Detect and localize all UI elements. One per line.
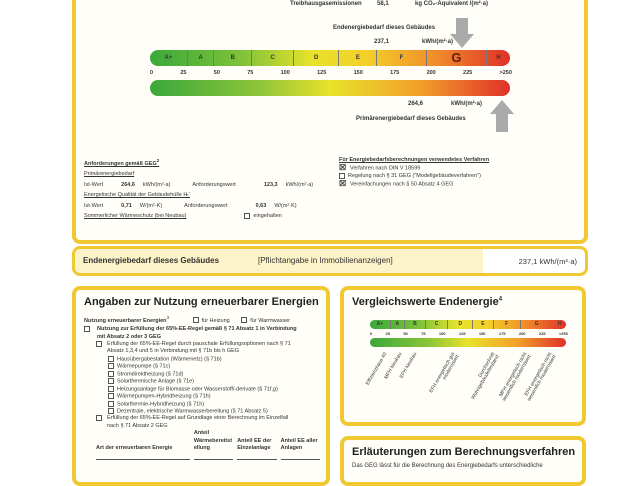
tick-label: 175: [390, 70, 400, 76]
energy-class-A+: A+: [150, 50, 188, 66]
option-item: [108, 393, 324, 400]
comparison-label: MFH energetisch nicht wesentlich modernisiert: [498, 351, 533, 403]
req-cell: W/(m²·K): [274, 202, 297, 209]
rule-checkbox[interactable]: [84, 326, 90, 332]
emissions-unit: kg CO₂-Äquivalent /(m²·a): [415, 1, 489, 7]
req-cell: Anforderungswert: [192, 181, 236, 188]
req-cell: kWh/(m²·a): [142, 181, 171, 188]
method-label: Verfahren nach DIN V 18599: [350, 165, 421, 172]
comparison-label: MFH Neubau: [383, 351, 404, 381]
comparison-label: EFH energetisch nicht wesentlich modernisiert: [523, 351, 558, 403]
energy-demand-panel: [72, 0, 588, 244]
comparison-title: Vergleichswerte Endenergie: [352, 296, 499, 308]
req-cell: 0,63: [255, 202, 267, 209]
explanation-title: Erläuterungen zum Berechnungsverfahren: [352, 446, 576, 458]
envelope-row: [84, 201, 313, 212]
end-energy-unit: kWh/(m²·a): [422, 39, 453, 45]
end-energy-label: Endenergiebedarf dieses Gebäudes: [333, 25, 436, 31]
tick-label: 25: [385, 331, 390, 336]
footnote: 4: [498, 296, 503, 303]
energy-class-E: E: [473, 320, 494, 329]
tick-label: 150: [478, 331, 486, 336]
column-header: Anteil EE der Einzelanlage: [237, 438, 276, 460]
tick-label: 125: [317, 70, 327, 76]
calc-label: Erfüllung der 65%-EE-Regel auf Grundlage einer Berechnung im Einzelfall nach § 71 Absatz 2 GEG: [107, 415, 289, 429]
comparison-label: Durchschnitt Wohngebäudebestand: [470, 351, 501, 401]
energy-class-scale: [150, 50, 510, 66]
column-header: Anteil Wärmebereitstellung: [194, 430, 233, 459]
requirements-section: [84, 156, 313, 222]
req-cell: Ist-Wert: [84, 181, 104, 188]
heating-checkbox[interactable]: [193, 317, 199, 323]
water-label: für Warmwasser: [250, 317, 291, 324]
renewable-title: Angaben zur Nutzung erneuerbarer Energien: [84, 296, 319, 308]
option-label: Solarthermische Anlage (§ 71e): [117, 378, 195, 385]
tick-label: 125: [458, 331, 466, 336]
water-checkbox[interactable]: [241, 317, 247, 323]
scale-ticks: [150, 70, 512, 76]
option-label: Heizungsanlage für Biomasse oder Wasserstoff/-derivate (§ 71f,g): [117, 386, 278, 393]
renewable-panel: [72, 286, 330, 486]
option-checkbox[interactable]: [108, 393, 114, 399]
option-item: [108, 363, 324, 370]
option-item: [108, 401, 324, 408]
comparison-gradient: [370, 338, 566, 347]
summary-value: 237,1 kWh/(m²·a): [518, 257, 577, 266]
option-checkbox[interactable]: [108, 401, 114, 407]
rule-label: Nutzung zur Erfüllung der 65%-EE-Regel gemäß § 71 Absatz 1 in Verbindung mit Absatz 2 oder 3 GEG: [97, 326, 297, 340]
emissions-value: 58,1: [377, 1, 389, 7]
energy-class-G: G: [521, 320, 554, 329]
tick-label: 50: [213, 70, 220, 76]
option-checkbox[interactable]: [108, 386, 114, 392]
option-label: Stromdirektheizung (§ 71d): [117, 371, 184, 378]
req-cell: Ist-Wert: [84, 202, 104, 209]
methods-section: [339, 156, 489, 189]
energy-class-H: H: [557, 321, 562, 327]
option-label: Dezentrale, elektrische Warmwasserbereitung (§ 71 Absatz 5): [117, 408, 268, 415]
req-cell: Anforderungswert: [184, 202, 228, 209]
usage-label: Nutzung erneuerbarer Energien: [84, 317, 167, 324]
comparison-ticks: [370, 331, 568, 336]
option-label: Solarthermie-Hybridheizung (§ 71h): [117, 401, 205, 408]
tick-label: 200: [518, 331, 526, 336]
envelope-heading: Energetische Qualität der Gebäudehülle Hₜ': [84, 192, 191, 199]
footnote: 3: [166, 315, 170, 320]
energy-class-G: G: [427, 50, 488, 66]
option-checkbox[interactable]: [108, 356, 114, 362]
checkbox[interactable]: [339, 173, 345, 179]
method-label: Vereinfachungen nach § 50 Absatz 4 GEG: [350, 181, 454, 188]
summer-check-label: eingehalten: [253, 213, 282, 220]
end-energy-summary: [72, 246, 588, 276]
energy-class-B: B: [405, 320, 426, 329]
end-energy-arrow-icon: [456, 18, 468, 34]
primary-energy-label: Primärenergiebedarf dieses Gebäudes: [356, 116, 466, 122]
column-header: Anteil EE aller Anlagen: [281, 438, 320, 460]
energy-class-E: E: [339, 50, 377, 66]
checked-box-icon[interactable]: ☒: [339, 179, 347, 189]
comparison-panel: [340, 286, 586, 426]
method-item: [339, 172, 489, 180]
option-checkbox[interactable]: [108, 371, 114, 377]
flat-checkbox[interactable]: [96, 341, 102, 347]
footnote: 2: [156, 158, 160, 163]
emissions-label: Treibhausgasemissionen: [290, 1, 362, 7]
primary-energy-value: 264,6: [408, 101, 424, 107]
energy-class-B: B: [214, 50, 252, 66]
summer-checkbox[interactable]: [244, 213, 250, 219]
method-item: [339, 180, 489, 188]
arrow-shaft-icon: [496, 114, 508, 132]
option-item: [108, 371, 324, 378]
primary-row: [84, 180, 313, 191]
comparison-class-scale: [370, 320, 566, 329]
methods-title: Für Energiebedarfsberechnungen verwendetes Verfahren: [339, 157, 490, 163]
tick-label: 50: [403, 331, 408, 336]
option-item: [108, 408, 324, 415]
tick-label: 175: [498, 331, 506, 336]
tick-label: 225: [463, 70, 473, 76]
req-cell: W/(m²·K): [139, 202, 163, 209]
tick-label: 25: [180, 70, 187, 76]
option-checkbox[interactable]: [108, 408, 114, 414]
comparison-label: EFH energetisch gut modernisiert: [428, 351, 461, 394]
arrow-head-icon: [450, 34, 474, 48]
summary-label: Endenergiebedarf dieses Gebäudes: [83, 256, 220, 265]
option-label: Hausübergabestation (Wärmenetz) (§ 71b): [117, 356, 222, 363]
option-item: [108, 386, 324, 393]
method-item: [339, 164, 489, 172]
req-cell: kWh/(m²·a): [285, 181, 314, 188]
comparison-label: EFH Neubau: [398, 351, 419, 380]
energy-class-F: F: [494, 320, 521, 329]
requirements-title: Anforderungen gemäß GEG: [84, 160, 157, 167]
tick-label: 200: [426, 70, 436, 76]
req-cell: 123,3: [263, 181, 278, 188]
renewable-content: [84, 314, 324, 460]
energy-class-D: D: [448, 320, 473, 329]
energy-class-A+: A+: [370, 320, 391, 329]
column-header: Art der erneuerbaren Energie: [96, 445, 190, 459]
checked-box-icon[interactable]: ☒: [339, 163, 347, 172]
tick-label: 0: [370, 331, 373, 336]
method-label: Regelung nach § 31 GEG ("Modellgebäudeverfahren"): [348, 173, 481, 180]
primary-energy-arrow-icon: [490, 100, 514, 114]
flat-label: Erfüllung der 65%-EE-Regel durch pauschale Erfüllungsoptionen nach § 71 Absatz 1,3,4 und 5 in Verbindung mit § 71b bis h GEG: [107, 341, 291, 355]
tick-label: 0: [150, 70, 154, 76]
primary-heading: Primärenergiebedarf: [84, 171, 135, 178]
option-checkbox[interactable]: [108, 378, 114, 384]
tick-label: 225: [538, 331, 546, 336]
tick-label: 75: [247, 70, 254, 76]
tick-label: 100: [280, 70, 290, 76]
option-label: Wärmepumpen-Hybridheizung (§ 71h): [117, 393, 211, 400]
summer-label: Sommerlicher Wärmeschutz (bei Neubau): [84, 213, 187, 220]
option-item: [108, 356, 324, 363]
explanation-text: Das GEG lässt für die Berechnung des Energiebedarfs unterschiedliche: [352, 463, 543, 469]
tick-label: 75: [421, 331, 426, 336]
tick-label: >250: [499, 70, 512, 76]
energy-class-H: H: [496, 55, 501, 61]
energy-class-C: C: [252, 50, 294, 66]
tick-label: >250: [558, 331, 568, 336]
req-cell: 264,6: [121, 181, 135, 188]
primary-energy-scale: [150, 80, 510, 96]
energy-class-C: C: [426, 320, 449, 329]
energy-class-F: F: [377, 50, 426, 66]
end-energy-value: 237,1: [374, 39, 390, 45]
tick-label: 100: [438, 331, 446, 336]
option-item: [108, 378, 324, 385]
option-checkbox[interactable]: [108, 363, 114, 369]
tick-label: 150: [353, 70, 363, 76]
summary-note: [Pflichtangabe in Immobilienanzeigen]: [258, 256, 393, 265]
req-cell: 0,71: [121, 202, 132, 209]
primary-energy-unit: kWh/(m²·a): [451, 101, 482, 107]
heating-label: für Heizung: [201, 317, 230, 324]
energy-class-A: A: [391, 320, 405, 329]
energy-class-D: D: [294, 50, 339, 66]
explanation-panel: [340, 436, 586, 486]
comparison-label: Effizienzhaus 40: [364, 351, 389, 387]
calc-checkbox[interactable]: [96, 415, 102, 421]
option-label: Wärmepumpe (§ 71c): [117, 363, 171, 370]
energy-class-A: A: [188, 50, 215, 66]
